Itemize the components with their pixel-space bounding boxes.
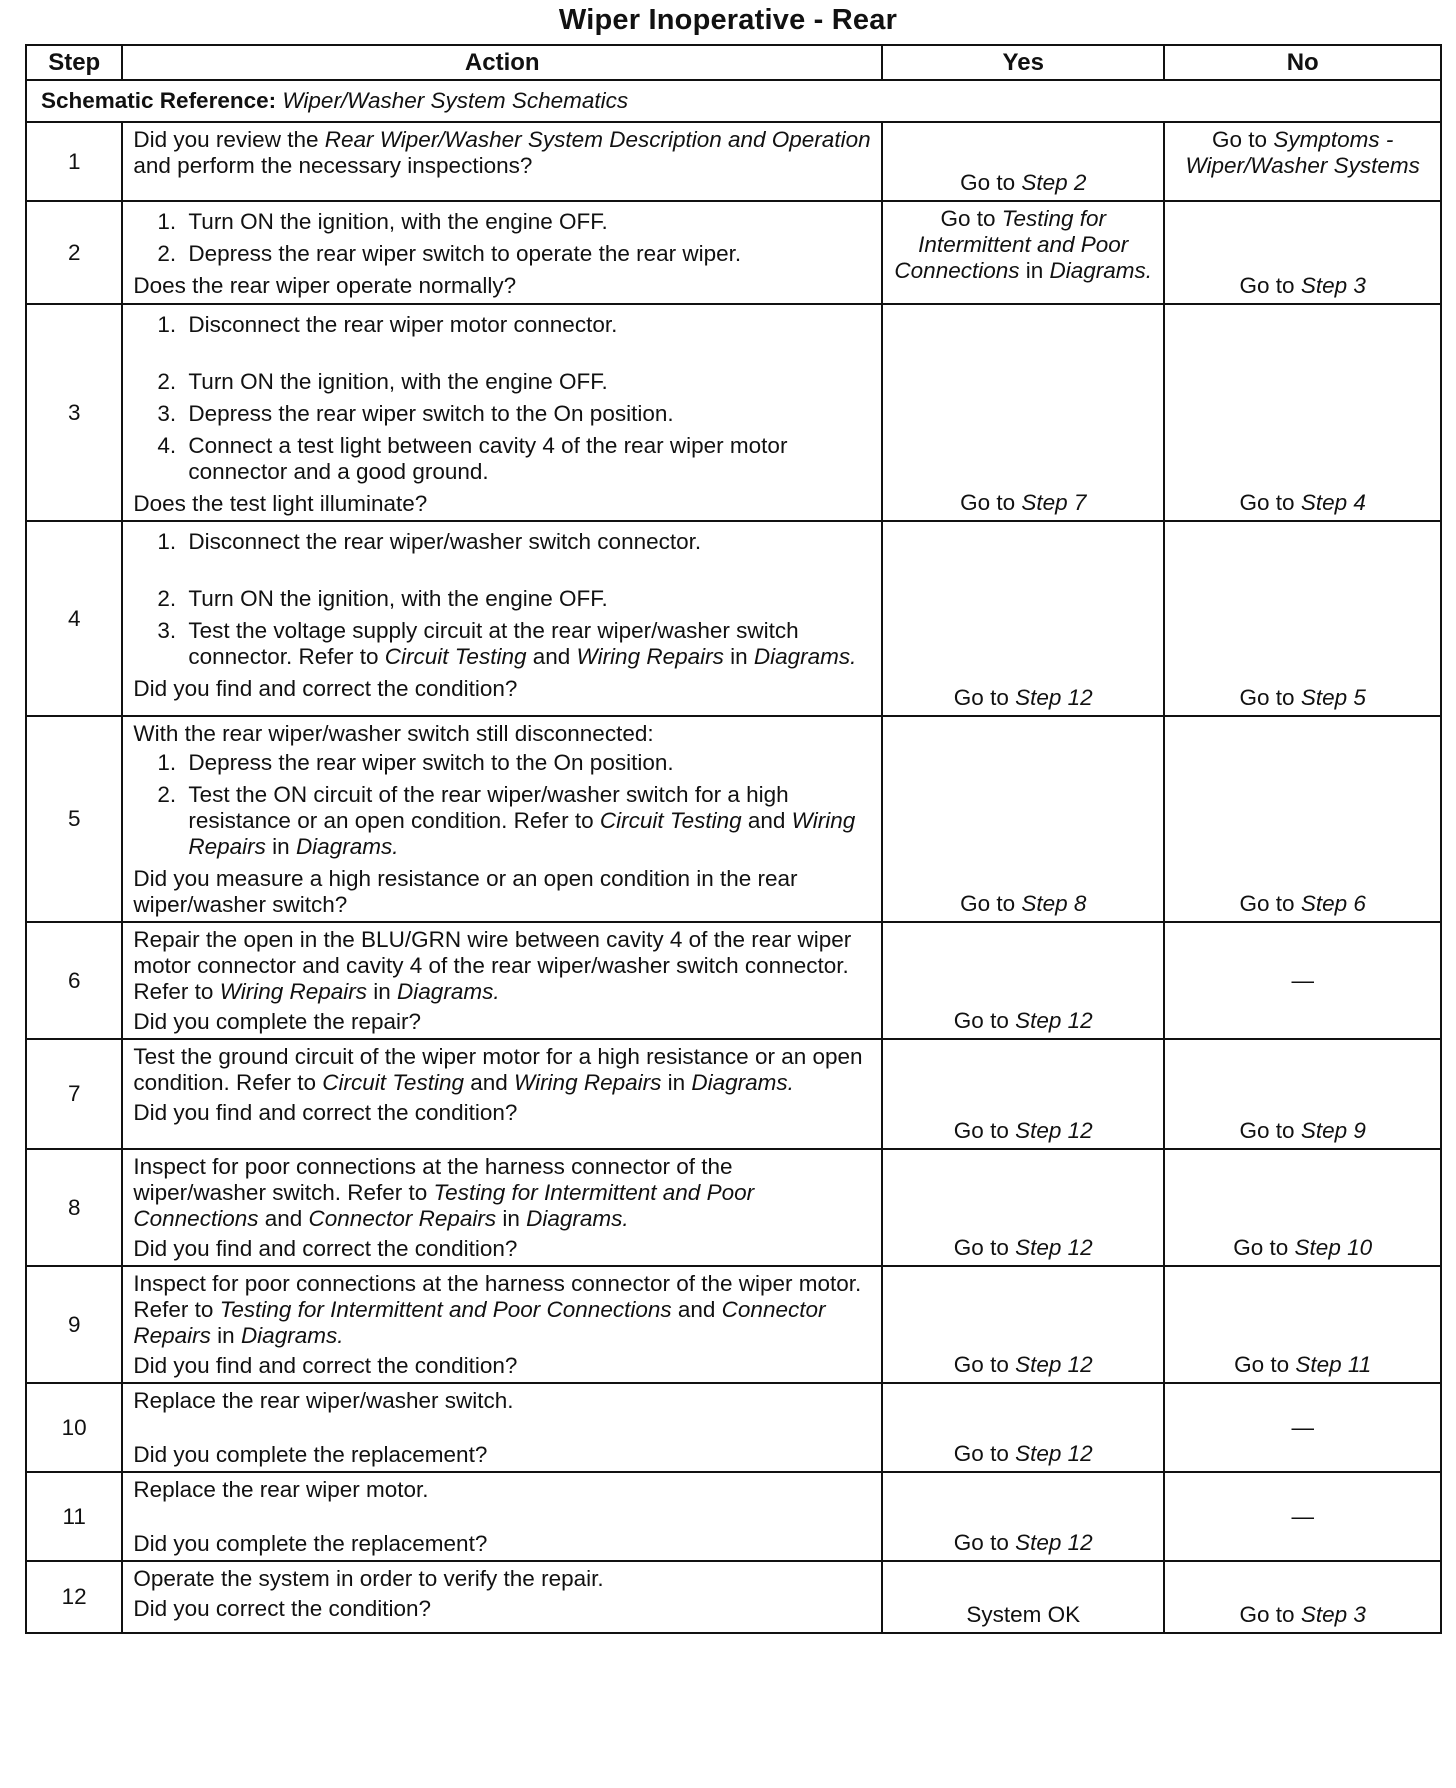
step-link[interactable]: Step 7 (1021, 490, 1087, 515)
list-item: 2. Test the ON circuit of the rear wiper/washer switch for a high resistance or an open condition. Refer to Circuit Testing and Wiring Repairs in Diagrams. (157, 782, 856, 859)
question: Did you find and correct the condition? (133, 676, 518, 701)
doc-link[interactable]: Wiring Repairs (188, 808, 856, 859)
doc-link[interactable]: Diagrams. (526, 1206, 629, 1231)
header-row (26, 45, 1441, 80)
yes-cell: Go to Step 12 (882, 1383, 1164, 1472)
doc-link[interactable]: Rear Wiper/Washer System Description and Operation (324, 127, 871, 152)
question: Did you complete the replacement? (133, 1442, 488, 1467)
step-link[interactable]: Step 12 (1015, 1352, 1093, 1377)
doc-link[interactable]: Symptoms - Wiper/Washer Systems (1185, 127, 1420, 178)
step-link[interactable]: Step 10 (1294, 1235, 1373, 1260)
action-cell: Test the ground circuit of the wiper motor for a high resistance or an open condition. Refer to Circuit Testing and Wiring Repairs in Diagrams. Did you find and correct the condition? (122, 1039, 882, 1149)
table-row (26, 1266, 1441, 1383)
step-link[interactable]: Step 12 (1015, 1118, 1093, 1143)
question: Does the test light illuminate? (133, 491, 428, 516)
table-row (26, 716, 1441, 922)
schematic-reference (26, 80, 1441, 122)
doc-link[interactable]: Testing for Intermittent and Poor Connections (133, 1180, 755, 1231)
step-number: 2 (26, 201, 122, 304)
question: Did you find and correct the condition? (133, 1100, 518, 1125)
table-row (26, 1039, 1441, 1149)
question: Did you measure a high resistance or an open condition in the rear wiper/washer switch? (133, 866, 798, 917)
list-item: 2. Turn ON the ignition, with the engine OFF. (157, 369, 608, 394)
step-number: 6 (26, 922, 122, 1039)
table-row (26, 304, 1441, 521)
table-row (26, 521, 1441, 716)
header-yes: Yes (882, 45, 1164, 80)
yes-cell: Go to Step 12 (882, 1149, 1164, 1266)
table-row (26, 1383, 1441, 1472)
page-title: Wiper Inoperative - Rear (558, 4, 898, 36)
no-cell: Go to Step 11 (1164, 1266, 1441, 1383)
step-link[interactable]: Step 12 (1015, 685, 1093, 710)
no-cell: Go to Step 3 (1164, 1561, 1441, 1633)
action-text: Replace the rear wiper motor. (133, 1477, 429, 1502)
no-cell: Go to Step 5 (1164, 521, 1441, 716)
action-cell: Inspect for poor connections at the harness connector of the wiper/washer switch. Refer to Testing for Intermittent and Poor Connections and Connector Repairs in Diagrams. Did you find and correct the condition? (122, 1149, 882, 1266)
action-cell (122, 1383, 882, 1472)
yes-cell: Go to Testing for Intermittent and Poor Connections in Diagrams. (882, 201, 1164, 304)
step-number: 8 (26, 1149, 122, 1266)
question: Did you complete the replacement? (133, 1531, 488, 1556)
yes-cell: Go to Step 12 (882, 1472, 1164, 1561)
step-link[interactable]: Step 3 (1300, 273, 1366, 298)
step-link[interactable]: Step 5 (1300, 685, 1366, 710)
no-cell: — (1164, 1383, 1441, 1472)
doc-link[interactable]: Circuit Testing (599, 808, 742, 833)
doc-link[interactable]: Wiring Repairs (514, 1070, 662, 1095)
schematic-reference-row (26, 80, 1441, 122)
schematic-label: Schematic Reference: (41, 88, 277, 113)
no-cell: Go to Step 3 (1164, 201, 1441, 304)
no-cell: — (1164, 922, 1441, 1039)
step-link[interactable]: Step 12 (1015, 1441, 1093, 1466)
table-row (26, 1149, 1441, 1266)
question: Did you complete the repair? (133, 1009, 422, 1034)
doc-link[interactable]: Connector Repairs (133, 1297, 826, 1348)
yes-cell: Go to Step 12 (882, 922, 1164, 1039)
action-cell (122, 716, 882, 922)
no-cell: Go to Step 10 (1164, 1149, 1441, 1266)
table-row (26, 1561, 1441, 1633)
doc-link[interactable]: Wiring Repairs (219, 979, 368, 1004)
list-item: 2. Depress the rear wiper switch to operate the rear wiper. (157, 241, 742, 266)
no-cell: Go to Step 6 (1164, 716, 1441, 922)
action-cell (122, 521, 882, 716)
yes-cell: Go to Step 12 (882, 1266, 1164, 1383)
list-item: 4. Connect a test light between cavity 4 of the rear wiper motor connector and a good ground. (157, 433, 788, 484)
doc-link[interactable]: Diagrams. (240, 1323, 344, 1348)
step-link[interactable]: Step 2 (1021, 170, 1087, 195)
step-link[interactable]: Step 12 (1015, 1530, 1093, 1555)
intro-text: With the rear wiper/washer switch still disconnected: (133, 721, 654, 746)
yes-cell: Go to Step 12 (882, 1039, 1164, 1149)
action-cell (122, 1472, 882, 1561)
header-step: Step (26, 45, 122, 80)
step-link[interactable]: Step 9 (1300, 1118, 1366, 1143)
yes-cell: System OK (882, 1561, 1164, 1633)
list-item: 1. Disconnect the rear wiper/washer switch connector. (157, 529, 702, 554)
step-number: 9 (26, 1266, 122, 1383)
no-cell: Go to Step 4 (1164, 304, 1441, 521)
yes-cell: Go to Step 2 (882, 122, 1164, 201)
step-link[interactable]: Step 3 (1300, 1602, 1366, 1627)
step-number: 5 (26, 716, 122, 922)
table-row (26, 1472, 1441, 1561)
step-number: 11 (26, 1472, 122, 1561)
yes-cell: Go to Step 7 (882, 304, 1164, 521)
list-item: 3. Depress the rear wiper switch to the On position. (157, 401, 674, 426)
step-link[interactable]: Step 8 (1021, 891, 1087, 916)
table-row (26, 201, 1441, 304)
doc-link[interactable]: Diagrams. (295, 834, 399, 859)
action-text: Replace the rear wiper/washer switch. (133, 1388, 514, 1413)
step-number: 10 (26, 1383, 122, 1472)
action-cell (122, 201, 882, 304)
schematic-link[interactable]: Wiper/Washer System Schematics (282, 88, 629, 113)
action-text: Operate the system in order to verify the repair. (133, 1566, 604, 1591)
step-number: 7 (26, 1039, 122, 1149)
list-item: 3. Test the voltage supply circuit at the rear wiper/washer switch connector. Refer to Circuit Testing and Wiring Repairs in Diagrams. (157, 618, 857, 669)
header-no: No (1164, 45, 1441, 80)
action-cell: Repair the open in the BLU/GRN wire between cavity 4 of the rear wiper motor connector and cavity 4 of the rear wiper/washer switch connector. Refer to Wiring Repairs in Diagrams. Did you complete the repair? (122, 922, 882, 1039)
question: Did you find and correct the condition? (133, 1236, 518, 1261)
header-action: Action (122, 45, 882, 80)
no-cell: — (1164, 1472, 1441, 1561)
step-link[interactable]: Step 4 (1300, 490, 1366, 515)
no-cell: Go to Symptoms - Wiper/Washer Systems (1164, 122, 1441, 201)
doc-link[interactable]: Diagrams. (1049, 258, 1153, 283)
doc-link[interactable]: Circuit Testing (322, 1070, 464, 1095)
step-number: 12 (26, 1561, 122, 1633)
table-row (26, 122, 1441, 201)
step-link[interactable]: Step 6 (1300, 891, 1366, 916)
step-link[interactable]: Step 12 (1015, 1008, 1093, 1033)
question: Did you correct the condition? (133, 1596, 432, 1621)
list-item: 1. Turn ON the ignition, with the engine OFF. (157, 209, 608, 234)
question: Does the rear wiper operate normally? (133, 273, 517, 298)
doc-link[interactable]: Circuit Testing (384, 644, 527, 669)
table-row (26, 922, 1441, 1039)
question: Did you find and correct the condition? (133, 1353, 518, 1378)
action-cell: Inspect for poor connections at the harness connector of the wiper motor. Refer to Testing for Intermittent and Poor Connections and Connector Repairs in Diagrams. Did you find and correct the condition? (122, 1266, 882, 1383)
action-cell (122, 1561, 882, 1633)
doc-link[interactable]: Diagrams. (691, 1070, 794, 1095)
diagnostic-table (25, 44, 1442, 1634)
step-number: 4 (26, 521, 122, 716)
no-cell: Go to Step 9 (1164, 1039, 1441, 1149)
step-number: 3 (26, 304, 122, 521)
step-link[interactable]: Step 12 (1015, 1235, 1093, 1260)
step-link[interactable]: Step 11 (1295, 1352, 1372, 1377)
doc-link[interactable]: Diagrams. (753, 644, 857, 669)
yes-cell: Go to Step 12 (882, 521, 1164, 716)
action-cell (122, 304, 882, 521)
list-item: 1. Disconnect the rear wiper motor connector. (157, 312, 618, 337)
list-item: 1. Depress the rear wiper switch to the On position. (157, 750, 674, 775)
list-item: 2. Turn ON the ignition, with the engine OFF. (157, 586, 608, 611)
yes-cell: Go to Step 8 (882, 716, 1164, 922)
doc-link[interactable]: Wiring Repairs (576, 644, 724, 669)
step-number: 1 (26, 122, 122, 201)
doc-link[interactable]: Testing for Intermittent and Poor Connections (219, 1297, 672, 1322)
action-cell: Did you review the Rear Wiper/Washer System Description and Operation and perform the necessary inspections? (122, 122, 882, 201)
doc-link[interactable]: Diagrams. (397, 979, 500, 1004)
doc-link[interactable]: Testing for Intermittent and Poor Connections (894, 206, 1129, 283)
doc-link[interactable]: Connector Repairs (308, 1206, 497, 1231)
